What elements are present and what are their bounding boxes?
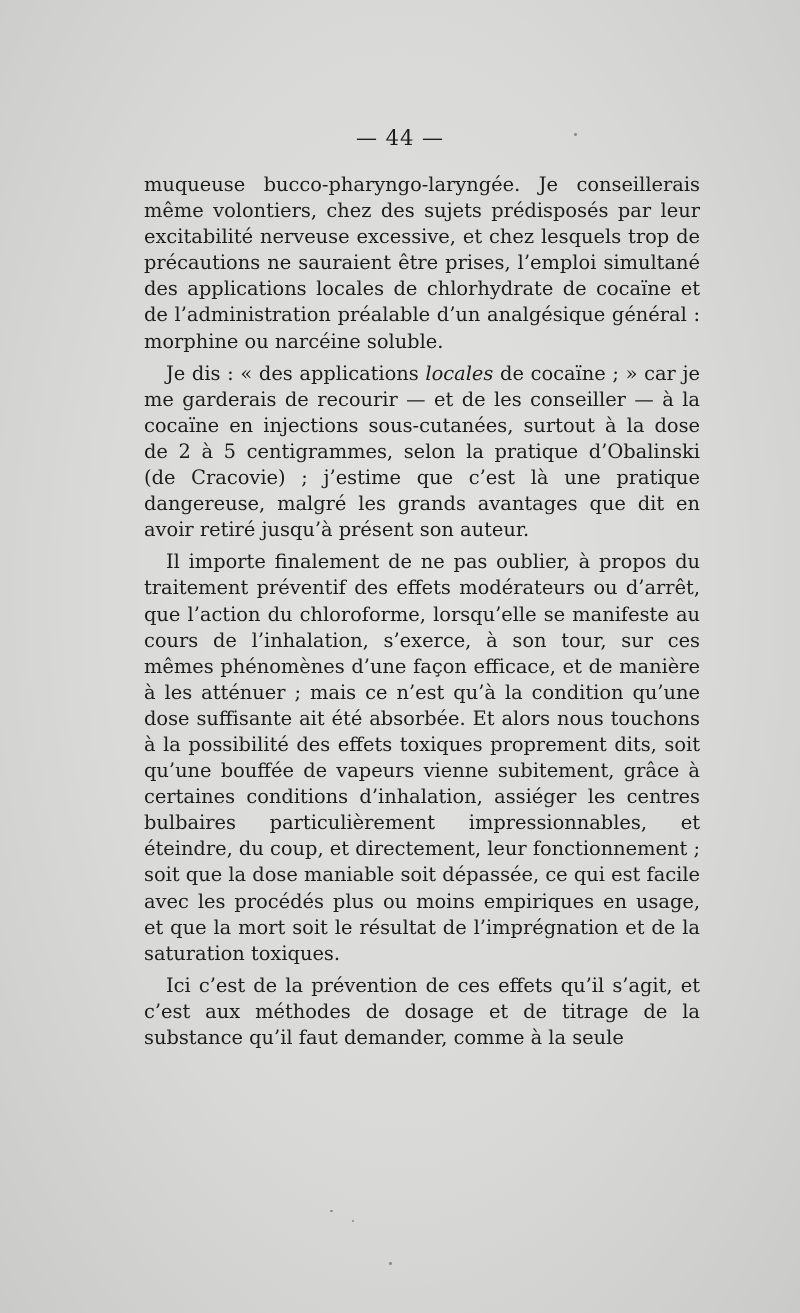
paper-speck [352, 1220, 354, 1222]
paper-speck [574, 133, 577, 136]
paper-speck [330, 1210, 333, 1212]
paragraph-3: Il importe finalement de ne pas oublier, à propos du traitement préventif des effets modérateurs ou d’arrêt, que l’action du chloroforme, lorsqu’elle se manifeste au cours de l’inhalation, s’exerce, à son tour, sur ces mêmes phénomènes d’une façon efficace, et de manière à les atténuer ; mais ce n’est qu’à la condition qu’une dose suffisante ait été absorbée. Et alors nous touchons à la possibilité des effets toxiques proprement dits, soit qu’une bouffée de vapeurs vienne subitement, grâce à certaines conditions d’inhalation, assiéger les centres bulbaires particulièrement impressionnables, et éteindre, du coup, et directement, leur fonctionnement ; soit que la dose maniable soit dépassée, ce qui est facile avec les procédés plus ou moins empiriques en usage, et que la mort soit le résultat de l’imprégnation et de la saturation toxiques. [144, 550, 700, 965]
page-number: — 44 — [355, 126, 445, 150]
paper-speck [389, 1262, 392, 1265]
paragraph-4: Ici c’est de la prévention de ces effets qu’il s’agit, et c’est aux méthodes de dosage et de titrage de la substance qu’il faut demander, comme à la seule [144, 973, 700, 1049]
paragraph-2-italic-word: locales [425, 361, 494, 385]
paragraph-2-start: Je dis : « des applications [166, 361, 426, 385]
paragraph-1: muqueuse bucco-pharyngo-laryngée. Je conseillerais même volontiers, chez des sujets prédisposés par leur excitabilité nerveuse excessive, et chez lesquels trop de précautions ne sauraient être prises, l’emploi simultané des applications locales de chlorhydrate de cocaïne et de l’administration préalable d’un analgésique général : morphine ou narcéine soluble. [144, 173, 700, 353]
paragraph-2-rest: de cocaïne ; » car je me garderais de recourir — et de les conseiller — à la cocaïne en injections sous-cutanées, surtout à la dose de 2 à 5 centigrammes, selon la pratique d’Obalinski (de Cracovie) ; j’estime que c’est là une pratique dangereuse, malgré les grands avantages que dit en avoir retiré jusqu’à présent son auteur. [144, 361, 700, 542]
body-text [144, 172, 700, 1057]
paragraph-2 [144, 361, 700, 544]
